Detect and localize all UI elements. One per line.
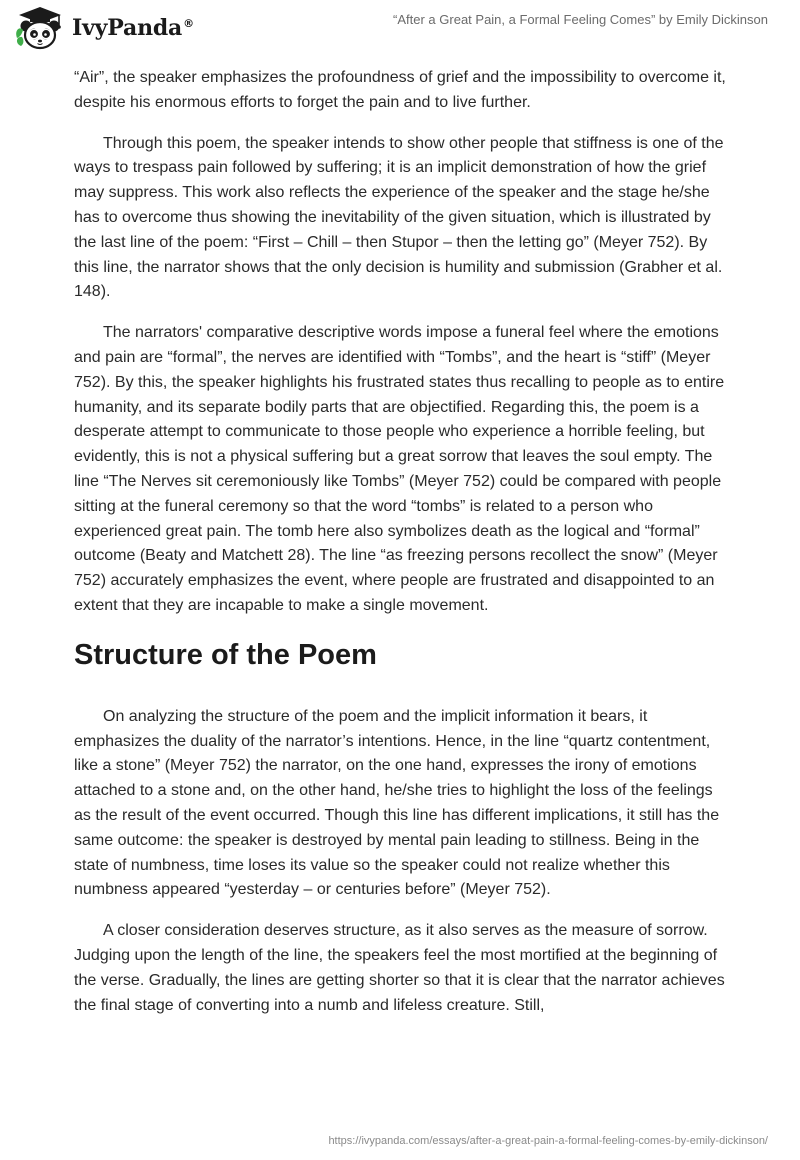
source-url[interactable]: https://ivypanda.com/essays/after-a-great-pain-a-formal-feeling-comes-by-emily-dickinson/ xyxy=(328,1135,768,1147)
page-header xyxy=(0,0,800,60)
registered-mark: ® xyxy=(183,16,194,30)
paragraph: The narrators' comparative descriptive words impose a funeral feel where the emotions and pain are “formal”, the nerves are identified with “Tombs”, and the heart is “stiff” (Meyer 752). By this, the speaker highlights his frustrated states thus recalling to people as to entire humanity, and its separate bodily parts that are objectified. Regarding this, the poem is a desperate attempt to communicate to those people who experience a horrible feeling, but evidently, this is not a physical suffering but a great sorrow that leaves the soul empty. The line “The Nerves sit ceremoniously like Tombs” (Meyer 752) could be compared with people sitting at the funeral ceremony so that the word “tombs” is related to a person who experienced great pain. The tomb here also symbolizes death as the logical and “formal” outcome (Beaty and Matchett 28). The line “as freezing persons recollect the snow” (Meyer 752) accurately emphasizes the event, where people are frustrated and disappointed to an extent that they are incapable to make a single movement. xyxy=(74,324,725,614)
brand-name: IvyPanda® xyxy=(72,15,194,41)
document-title: “After a Great Pain, a Formal Feeling Comes” by Emily Dickinson xyxy=(393,12,768,27)
paragraph: Through this poem, the speaker intends to show other people that stiffness is one of the ways to trespass pain followed by suffering; it is an implicit demonstration of how the grief may suppress. This work also reflects the experience of the speaker and the stage he/she has to overcome thus showing the inevitability of the given situation, which is illustrated by the last line of the poem: “First – Chill – then Stupor – then the letting go” (Meyer 752). By this line, the narrator shows that the only decision is humility and submission (Grabher et al. 148). xyxy=(74,134,724,301)
panda-graduate-icon xyxy=(14,6,66,50)
essay-content xyxy=(74,66,726,1034)
paragraph: A closer consideration deserves structure, as it also serves as the measure of sorrow. Judging upon the length of the line, the speakers feel the most mortified at the beginning of the verse. Gradually, the lines are getting shorter so that it is clear that the narrator achieves the final stage of converting into a numb and lifeless creature. Still, xyxy=(74,922,725,1014)
paragraph: On analyzing the structure of the poem and the implicit information it bears, it emphasizes the duality of the narrator’s intentions. Hence, in the line “quartz contentment, like a stone” (Meyer 752) the narrator, on the one hand, expresses the irony of emotions attached to a stone and, on the other hand, he/she tries to highlight the loss of the feelings as the result of the event occurred. Though this line has different implications, it still has the same outcome: the speaker is destroyed by mental pain leading to stillness. Being in the state of numbness, time loses its value so the speaker could not realize whether this numbness appeared “yesterday – or centuries before” (Meyer 752). xyxy=(74,707,720,899)
brand-logo[interactable] xyxy=(14,6,194,50)
paragraph-continuation: “Air”, the speaker emphasizes the profoundness of grief and the impossibility to overcome it, despite his enormous efforts to forget the pain and to live further. xyxy=(74,69,726,111)
section-heading: Structure of the Poem xyxy=(74,638,377,671)
